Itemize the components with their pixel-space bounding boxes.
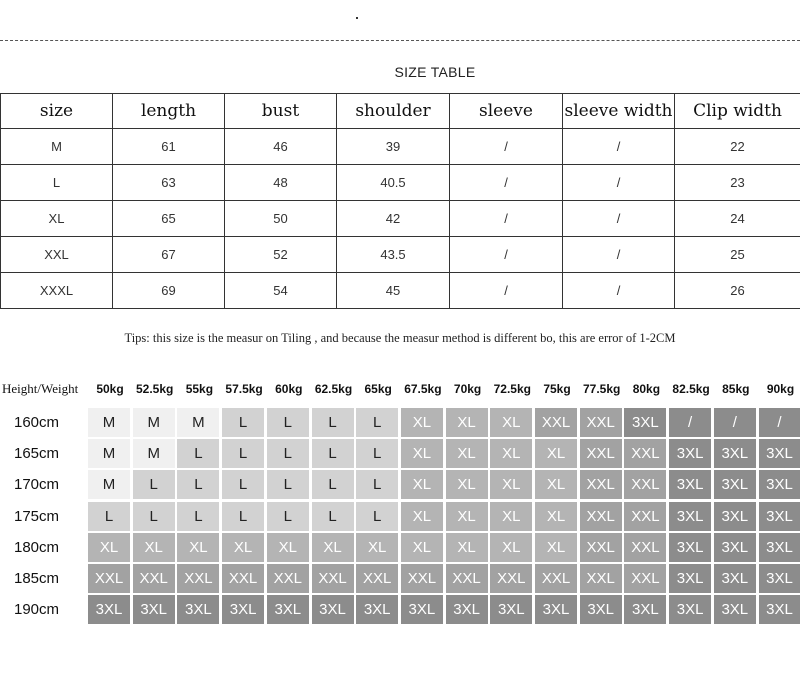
table-cell: / [450, 273, 563, 309]
table-cell: / [450, 237, 563, 273]
fit-cell: L [267, 408, 309, 437]
fit-cell: 3XL [714, 533, 756, 562]
fit-cell: XXL [580, 502, 622, 531]
fit-cell: XXL [490, 564, 532, 593]
fit-cell: 3XL [133, 595, 175, 624]
fit-cell: 3XL [535, 595, 577, 624]
fit-cell: / [714, 408, 756, 437]
tips-note: Tips: this size is the measur on Tiling , and because the measur method is different bo, this are error of 1-2CM [124, 331, 676, 345]
fit-cell: L [222, 439, 264, 468]
table-cell: XXXL [1, 273, 113, 309]
weight-header: 77.5kg [583, 382, 621, 396]
fit-cell: 3XL [446, 595, 488, 624]
fit-cell: / [669, 408, 711, 437]
height-label: 170cm [14, 476, 60, 494]
weight-header: 65kg [364, 382, 392, 396]
fit-cell: L [177, 470, 219, 499]
fit-cell: XXL [624, 470, 666, 499]
fit-cell: L [312, 408, 354, 437]
fit-cell: L [267, 502, 309, 531]
height-label: 175cm [14, 507, 60, 525]
fit-cell: XL [535, 439, 577, 468]
table-cell: 63 [113, 165, 225, 201]
weight-header: 90kg [766, 382, 795, 396]
fit-cell: XL [312, 533, 354, 562]
fit-cell: XXL [267, 564, 309, 593]
table-cell: 69 [113, 273, 225, 309]
table-row [1, 273, 800, 309]
fit-cell: 3XL [714, 564, 756, 593]
table-cell: 46 [225, 129, 337, 165]
fit-cell: M [88, 470, 130, 499]
size-table-header-row [1, 94, 800, 129]
table-cell: / [563, 237, 675, 273]
weight-header: 70kg [453, 382, 482, 396]
table-cell: 25 [675, 237, 800, 273]
fit-cell: L [267, 470, 309, 499]
fit-cell: 3XL [714, 595, 756, 624]
fit-cell: M [88, 439, 130, 468]
table-row [1, 129, 800, 165]
height-label: 180cm [14, 538, 60, 556]
fit-cell: XXL [356, 564, 398, 593]
fit-cell: L [222, 408, 264, 437]
fit-cell: XXL [624, 533, 666, 562]
fit-cell: 3XL [624, 595, 666, 624]
table-cell: 39 [337, 129, 450, 165]
fit-cell: L [312, 502, 354, 531]
table-cell: 48 [225, 165, 337, 201]
weight-header: 80kg [632, 382, 661, 396]
fit-cell: XL [446, 502, 488, 531]
table-cell: 52 [225, 237, 337, 273]
fit-cell: 3XL [669, 564, 711, 593]
weight-header: 50kg [96, 382, 124, 396]
fit-cell: L [177, 502, 219, 531]
fit-cell: XXL [580, 533, 622, 562]
fit-cell: 3XL [759, 470, 800, 499]
fit-cell: / [759, 408, 800, 437]
fit-cell: 3XL [580, 595, 622, 624]
table-cell: 40.5 [337, 165, 450, 201]
fit-cell: 3XL [714, 470, 756, 499]
fit-cell: XL [535, 470, 577, 499]
fit-cell: XXL [401, 564, 443, 593]
fit-cell: 3XL [669, 439, 711, 468]
fit-cell: 3XL [669, 595, 711, 624]
table-cell: / [563, 201, 675, 237]
fit-cell: XL [446, 470, 488, 499]
column-header-clip-width: Clip width [675, 94, 800, 129]
fit-cell: XXL [88, 564, 130, 593]
table-cell: 45 [337, 273, 450, 309]
table-cell: 42 [337, 201, 450, 237]
fit-cell: 3XL [714, 439, 756, 468]
fit-cell: XXL [580, 470, 622, 499]
fit-cell: XL [446, 533, 488, 562]
fit-cell: XXL [580, 439, 622, 468]
fit-cell: M [133, 439, 175, 468]
fit-cell: L [133, 502, 175, 531]
weight-header: 60kg [275, 382, 303, 396]
fit-cell: 3XL [88, 595, 130, 624]
fit-cell: XL [177, 533, 219, 562]
table-cell: 26 [675, 273, 800, 309]
table-cell: 67 [113, 237, 225, 273]
weight-header: 55kg [185, 382, 214, 396]
fit-cell: L [312, 439, 354, 468]
height-label: 160cm [14, 414, 60, 431]
height-label: 165cm [14, 445, 60, 463]
fit-cell: XL [222, 533, 264, 562]
fit-cell: XL [401, 408, 443, 437]
size-table-title: SIZE TABLE [394, 64, 476, 80]
weight-header: 57.5kg [225, 382, 263, 396]
fit-cell: XL [401, 439, 443, 468]
table-cell: 61 [113, 129, 225, 165]
fit-cell: L [222, 470, 264, 499]
fit-cell: XL [535, 502, 577, 531]
fit-cell: 3XL [401, 595, 443, 624]
fit-cell: XL [356, 533, 398, 562]
fit-cell: 3XL [714, 502, 756, 531]
fit-cell: XL [133, 533, 175, 562]
table-cell: / [563, 273, 675, 309]
table-cell: / [450, 129, 563, 165]
table-row [1, 237, 800, 273]
fit-cell: 3XL [356, 595, 398, 624]
fit-cell: 3XL [490, 595, 532, 624]
fit-cell: XXL [624, 502, 666, 531]
fit-cell: XXL [177, 564, 219, 593]
fit-cell: XL [401, 502, 443, 531]
table-cell: 23 [675, 165, 800, 201]
fit-cell: XL [267, 533, 309, 562]
fit-cell: L [177, 439, 219, 468]
fit-cell: 3XL [312, 595, 354, 624]
fit-cell: 3XL [759, 533, 800, 562]
fit-cell: XXL [312, 564, 354, 593]
weight-header: 82.5kg [672, 382, 710, 396]
table-cell: XXL [1, 237, 113, 273]
fit-cell: XXL [446, 564, 488, 593]
table-cell: M [1, 129, 113, 165]
fit-cell: L [356, 470, 398, 499]
table-cell: / [450, 165, 563, 201]
weight-header: 52.5kg [136, 382, 174, 396]
fit-cell: 3XL [759, 502, 800, 531]
fit-cell: 3XL [267, 595, 309, 624]
fit-cell: L [88, 502, 130, 531]
column-header-sleeve: sleeve [450, 94, 563, 129]
fit-cell: XL [535, 533, 577, 562]
fit-cell: 3XL [669, 470, 711, 499]
weight-header: 62.5kg [314, 382, 353, 396]
table-cell: 43.5 [337, 237, 450, 273]
table-cell: 65 [113, 201, 225, 237]
weight-header: 75kg [543, 382, 571, 396]
fit-cell: 3XL [759, 595, 800, 624]
table-cell: L [1, 165, 113, 201]
fit-cell: XXL [580, 408, 622, 437]
fit-cell: 3XL [624, 408, 666, 437]
height-label: 185cm [14, 570, 60, 587]
fit-cell: XL [490, 533, 532, 562]
fit-cell: L [356, 439, 398, 468]
column-header-shoulder: shoulder [337, 94, 450, 129]
fit-cell: XXL [222, 564, 264, 593]
fit-cell: 3XL [759, 564, 800, 593]
column-header-size: size [1, 94, 113, 129]
fit-cell: XXL [624, 439, 666, 468]
fit-cell: XL [490, 439, 532, 468]
speck-mark [356, 17, 358, 19]
fit-cell: XL [446, 439, 488, 468]
fit-cell: XXL [580, 564, 622, 593]
weight-header: 67.5kg [404, 382, 442, 396]
fit-cell: L [312, 470, 354, 499]
table-row [1, 201, 800, 237]
table-cell: / [563, 129, 675, 165]
fit-cell: 3XL [177, 595, 219, 624]
fit-cell: L [356, 408, 398, 437]
table-cell: / [563, 165, 675, 201]
fit-cell: XXL [133, 564, 175, 593]
fit-cell: XL [490, 470, 532, 499]
column-header-length: length [113, 94, 225, 129]
fit-cell: 3XL [759, 439, 800, 468]
fit-cell: L [222, 502, 264, 531]
column-header-sleeve-width: sleeve width [563, 94, 675, 129]
fit-cell: XXL [535, 408, 577, 437]
column-header-bust: bust [225, 94, 337, 129]
table-cell: 50 [225, 201, 337, 237]
weight-header: 72.5kg [493, 382, 531, 396]
fit-cell: 3XL [669, 502, 711, 531]
fit-cell: XL [88, 533, 130, 562]
table-cell: 22 [675, 129, 800, 165]
table-row [1, 165, 800, 201]
fit-cell: XL [490, 408, 532, 437]
size-table [0, 93, 800, 309]
fit-cell: L [267, 439, 309, 468]
table-cell: 24 [675, 201, 800, 237]
table-cell: 54 [225, 273, 337, 309]
fit-cell: XXL [624, 564, 666, 593]
fit-cell: XL [490, 502, 532, 531]
height-label: 190cm [14, 601, 60, 619]
fit-cell: M [88, 408, 130, 437]
fit-cell: XL [401, 470, 443, 499]
table-cell: / [450, 201, 563, 237]
weight-header: 85kg [722, 382, 750, 396]
fit-cell: L [356, 502, 398, 531]
table-cell: XL [1, 201, 113, 237]
fit-cell: M [133, 408, 175, 437]
fit-cell: XL [401, 533, 443, 562]
height-weight-label: Height/Weight [2, 381, 79, 396]
fit-cell: 3XL [222, 595, 264, 624]
fit-cell: XXL [535, 564, 577, 593]
fit-cell: 3XL [669, 533, 711, 562]
fit-cell: M [177, 408, 219, 437]
fit-cell: L [133, 470, 175, 499]
fit-cell: XL [446, 408, 488, 437]
dashed-divider [0, 40, 800, 41]
